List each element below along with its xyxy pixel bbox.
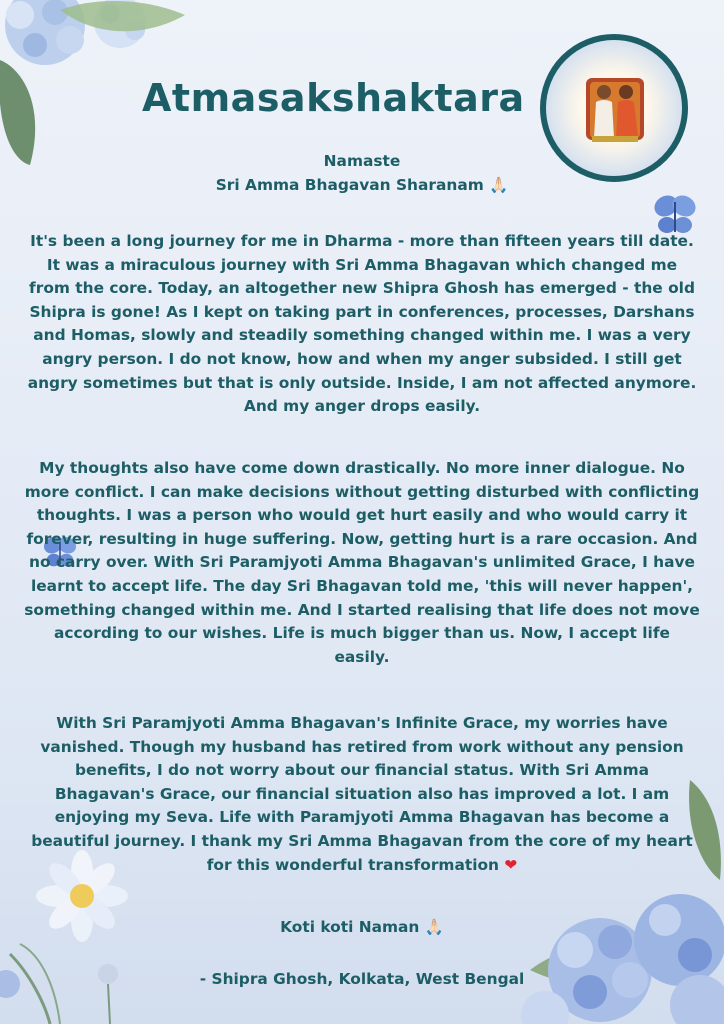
- page-title: Atmasakshaktara: [142, 76, 525, 120]
- paragraph-3: [24, 712, 700, 877]
- greeting-sharanam: Sri Amma Bhagavan Sharanam 🙏🏻: [215, 175, 509, 194]
- greeting-namaste: Namaste: [323, 152, 401, 170]
- paragraph: [24, 712, 700, 877]
- paragraph-2-text: My thoughts also have come down drastically. No more inner dialogue. No more conflict. I can make decisions without getting disturbed with conflicting thoughts. I was a person who would get hurt easily and who would carry it forever, resulting in huge suffering. Now, getting hurt is a rare occasion. And no carry over. With Sri Paramjyoti Amma Bhagavan's unlimited Grace, I have learnt to accept life. The day Sri Bhagavan told me, 'this will never happen', something changed within me. And I started realising that life does not move according to our wishes. Life is much bigger than us. Now, I accept life easily.: [24, 459, 700, 666]
- closing: [24, 916, 700, 940]
- paragraph: [24, 230, 700, 419]
- paragraph-3-text: With Sri Paramjyoti Amma Bhagavan's Infinite Grace, my worries have vanished. Though my husband has retired from work without any pension benefits, I do not worry about our financial status. With Sri Amma Bhagavan's Grace, our financial situation also has improved a lot. I am enjoying my Seva. Life with Paramjyoti Amma Bhagavan has become a beautiful journey. I thank my Sri Amma Bhagavan from the core of my heart for this wonderful transformation: [31, 714, 693, 874]
- paragraph-1-text: It's been a long journey for me in Dharma - more than fifteen years till date. It was a miraculous journey with Sri Amma Bhagavan which changed me from the core. Today, an altogether new Shipra Ghosh has emerged - the old Shipra is gone! As I kept on taking part in conferences, processes, Darshans and Homas, slowly and steadily something changed within me. I was a very angry person. I do not know, how and when my anger subsided. I still get angry sometimes but that is only outside. Inside, I am not affected anymore. And my anger drops easily.: [27, 232, 697, 416]
- closing-text: Koti koti Naman 🙏🏻: [280, 918, 444, 936]
- hydrangea-flower-icon: [521, 894, 724, 1024]
- paragraph: [24, 457, 700, 669]
- signature: [24, 968, 700, 992]
- greeting: [24, 150, 700, 197]
- signature-text: - Shipra Ghosh, Kolkata, West Bengal: [199, 970, 525, 988]
- heart-icon: ❤: [504, 855, 518, 874]
